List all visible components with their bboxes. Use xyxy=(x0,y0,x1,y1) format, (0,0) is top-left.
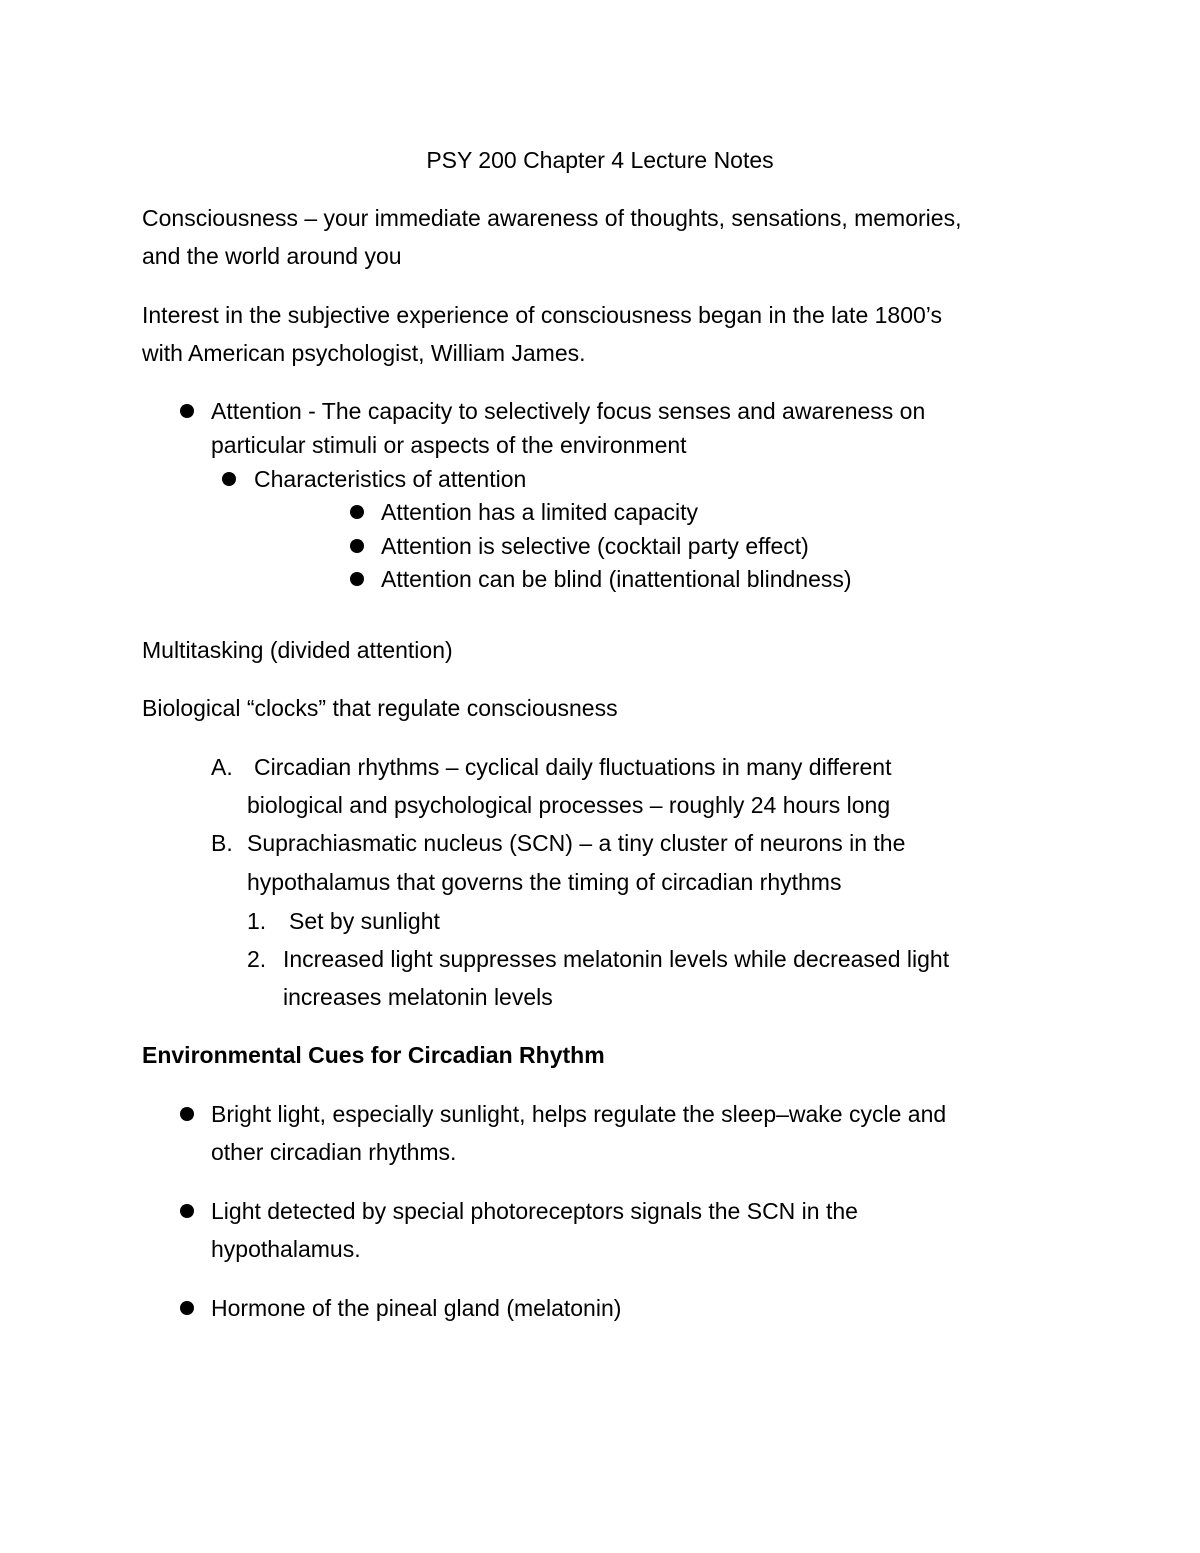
env-bullet-1-line-1: Bright light, especially sunlight, helps regulate the sleep–wake cycle and xyxy=(211,1101,947,1127)
consciousness-definition-line-1: Consciousness – your immediate awareness of thoughts, sensations, memories, xyxy=(142,205,962,231)
interest-paragraph-line-1: Interest in the subjective experience of consciousness began in the late 1800’s xyxy=(142,302,942,328)
characteristic-item: Attention has a limited capacity xyxy=(381,499,699,525)
characteristics-heading: Characteristics of attention xyxy=(254,466,527,492)
bullet-icon xyxy=(350,539,364,553)
attention-line-2: particular stimuli or aspects of the environment xyxy=(211,432,687,458)
bullet-icon xyxy=(350,505,364,519)
bullet-icon xyxy=(180,404,194,418)
scn-line-2: hypothalamus that governs the timing of circadian rhythms xyxy=(247,869,842,895)
environmental-cues-heading: Environmental Cues for Circadian Rhythm xyxy=(142,1042,605,1068)
list-marker-1: 1. xyxy=(247,908,267,934)
consciousness-definition-line-2: and the world around you xyxy=(142,243,402,269)
scn-line-1: Suprachiasmatic nucleus (SCN) – a tiny cluster of neurons in the xyxy=(247,830,906,856)
biological-clocks-heading: Biological “clocks” that regulate consciousness xyxy=(142,695,618,721)
melatonin-line-2: increases melatonin levels xyxy=(283,984,553,1010)
characteristic-item: Attention is selective (cocktail party effect) xyxy=(381,533,809,559)
bullet-icon xyxy=(180,1301,194,1315)
page-title: PSY 200 Chapter 4 Lecture Notes xyxy=(426,147,774,173)
list-marker-2: 2. xyxy=(247,946,267,972)
bullet-icon xyxy=(180,1107,194,1121)
multitasking-line: Multitasking (divided attention) xyxy=(142,637,453,663)
interest-paragraph-line-2: with American psychologist, William James. xyxy=(142,340,586,366)
list-marker-a: A. xyxy=(211,754,233,780)
list-marker-b: B. xyxy=(211,830,233,856)
env-bullet-1-line-2: other circadian rhythms. xyxy=(211,1139,457,1165)
circadian-rhythms-line-2: biological and psychological processes – roughly 24 hours long xyxy=(247,792,891,818)
characteristic-item: Attention can be blind (inattentional blindness) xyxy=(381,566,852,592)
attention-line-1: Attention - The capacity to selectively focus senses and awareness on xyxy=(211,398,926,424)
melatonin-line-1: Increased light suppresses melatonin levels while decreased light xyxy=(283,946,950,972)
bullet-icon xyxy=(350,572,364,586)
env-bullet-3-line-1: Hormone of the pineal gland (melatonin) xyxy=(211,1295,622,1321)
circadian-rhythms-line-1: Circadian rhythms – cyclical daily fluctuations in many different xyxy=(254,754,892,780)
env-bullet-2-line-2: hypothalamus. xyxy=(211,1236,361,1262)
bullet-icon xyxy=(180,1204,194,1218)
bullet-icon xyxy=(222,472,236,486)
set-by-sunlight-line: Set by sunlight xyxy=(289,908,440,934)
env-bullet-2-line-1: Light detected by special photoreceptors signals the SCN in the xyxy=(211,1198,858,1224)
